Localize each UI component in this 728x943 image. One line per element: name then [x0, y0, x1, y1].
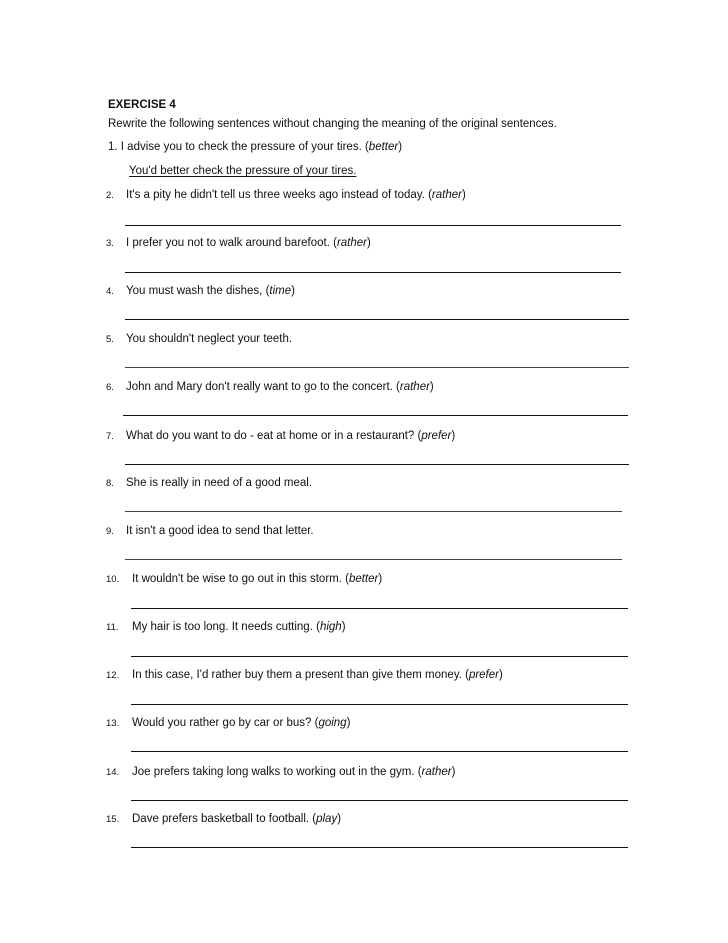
question-number: 6. — [106, 382, 114, 393]
question-number: 9. — [106, 526, 114, 537]
question-body: Dave prefers basketball to football. ( — [132, 813, 317, 825]
question-text — [132, 813, 341, 825]
question-text — [132, 621, 346, 633]
question-body: John and Mary don't really want to go to the concert. ( — [126, 381, 400, 393]
question-end: ) — [367, 237, 371, 249]
question-text — [132, 766, 455, 778]
question-end: ) — [378, 573, 383, 585]
question-body: I prefer you not to walk around barefoot. ( — [126, 237, 337, 249]
question-end: ) — [429, 381, 434, 393]
question-end: ) — [451, 766, 456, 778]
exercise-title: EXERCISE 4 — [108, 99, 176, 111]
answer-line[interactable] — [131, 751, 628, 752]
example-answer: You'd better check the pressure of your tires. — [129, 165, 357, 177]
question-number: 4. — [106, 286, 114, 297]
question-text — [126, 189, 466, 201]
answer-line[interactable] — [125, 464, 629, 465]
question-hint: rather — [421, 766, 452, 778]
question-body: It isn't a good idea to send that letter. — [126, 525, 314, 537]
question-hint: rather — [431, 189, 462, 201]
question-text — [126, 477, 312, 489]
example-question-text: 1. I advise you to check the pressure of your tires. ( — [108, 141, 369, 153]
example-hint: better — [368, 141, 399, 153]
question-body: She is really in need of a good meal. — [126, 477, 313, 489]
question-number: 8. — [106, 478, 114, 489]
question-end: ) — [341, 621, 346, 633]
example-question — [108, 141, 402, 153]
question-text — [126, 525, 314, 537]
question-text — [126, 381, 434, 393]
question-body: You must wash the dishes, ( — [126, 285, 270, 297]
question-number: 7. — [106, 431, 114, 442]
question-text — [126, 430, 455, 442]
question-number: 3. — [106, 238, 114, 249]
answer-line[interactable] — [125, 511, 622, 512]
question-text — [132, 573, 382, 585]
question-body: What do you want to do - eat at home or in a restaurant? ( — [126, 430, 422, 442]
question-number: 10. — [106, 574, 120, 585]
question-number: 13. — [106, 718, 120, 729]
question-hint: better — [348, 573, 379, 585]
question-hint: rather — [336, 237, 367, 249]
question-hint: going — [318, 717, 347, 729]
question-hint: rather — [399, 381, 430, 393]
question-text — [126, 237, 371, 249]
question-number: 2. — [106, 190, 114, 201]
question-body: It's a pity he didn't tell us three weeks ago instead of today. ( — [126, 189, 432, 201]
question-end: ) — [461, 189, 466, 201]
question-body: You shouldn't neglect your teeth. — [126, 333, 293, 345]
answer-line[interactable] — [125, 559, 622, 560]
question-number: 14. — [106, 767, 120, 778]
question-end: ) — [346, 717, 351, 729]
exercise-instruction: Rewrite the following sentences without changing the meaning of the original sentences. — [108, 118, 557, 130]
question-body: In this case, I'd rather buy them a present than give them money. ( — [132, 669, 469, 681]
question-end: ) — [451, 430, 456, 442]
answer-line[interactable] — [131, 704, 628, 705]
question-hint: high — [319, 621, 342, 633]
answer-line[interactable] — [125, 367, 629, 368]
question-text — [132, 669, 503, 681]
answer-line[interactable] — [131, 608, 628, 609]
answer-line[interactable] — [125, 319, 629, 320]
answer-line[interactable] — [123, 415, 628, 416]
question-body: It wouldn't be wise to go out in this storm. ( — [132, 573, 349, 585]
answer-line[interactable] — [131, 847, 628, 848]
question-end: ) — [337, 813, 342, 825]
question-hint: play — [316, 813, 338, 825]
question-hint: prefer — [421, 430, 452, 442]
answer-line[interactable] — [131, 656, 628, 657]
answer-line[interactable] — [125, 272, 621, 273]
question-text — [126, 333, 292, 345]
question-body: Joe prefers taking long walks to working out in the gym. ( — [132, 766, 422, 778]
question-hint: prefer — [468, 669, 499, 681]
answer-line[interactable] — [131, 800, 628, 801]
question-number: 11. — [106, 622, 119, 633]
question-end: ) — [498, 669, 503, 681]
question-body: My hair is too long. It needs cutting. ( — [132, 621, 320, 633]
question-end: ) — [291, 285, 295, 297]
question-number: 15. — [106, 814, 120, 825]
question-text — [126, 285, 295, 297]
answer-line[interactable] — [125, 225, 621, 226]
example-question-end: ) — [398, 141, 403, 153]
question-number: 5. — [106, 334, 114, 345]
question-text — [132, 717, 350, 729]
question-body: Would you rather go by car or bus? ( — [132, 717, 319, 729]
question-hint: time — [269, 285, 292, 297]
question-number: 12. — [106, 670, 120, 681]
